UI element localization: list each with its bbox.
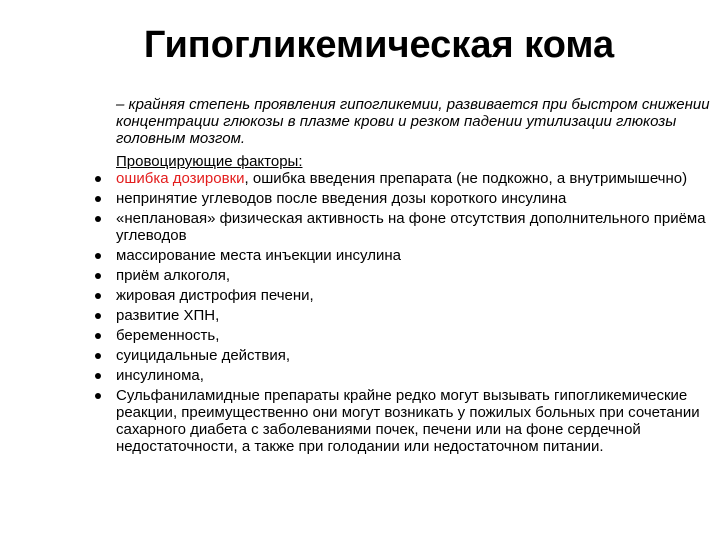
- list-item: [116, 247, 712, 264]
- list-item: [116, 327, 712, 344]
- list-item: [116, 287, 712, 304]
- list-item-text: приём алкоголя,: [116, 267, 231, 284]
- bullet-dot-icon: [95, 313, 101, 319]
- list-item-text: беременность,: [116, 327, 220, 344]
- bullet-dot-icon: [95, 293, 101, 299]
- list-item: [116, 347, 712, 364]
- bullet-dot-icon: [95, 216, 101, 222]
- highlight-text: ошибка дозировки: [116, 170, 245, 187]
- slide-content: [116, 96, 712, 458]
- list-item-text: , ошибка введения препарата (не подкожно, а внутримышечно): [244, 170, 688, 187]
- bullet-dot-icon: [95, 333, 101, 339]
- bullet-dot-icon: [95, 273, 101, 279]
- bullet-dot-icon: [95, 196, 101, 202]
- bullet-dot-icon: [95, 393, 101, 399]
- list-item: [116, 387, 712, 455]
- list-item-text: развитие ХПН,: [116, 307, 220, 324]
- list-item: [116, 190, 712, 207]
- list-item: [116, 170, 712, 187]
- bullet-dot-icon: [95, 353, 101, 359]
- bullet-dot-icon: [95, 176, 101, 182]
- slide-title: Гипогликемическая кома: [143, 24, 615, 66]
- list-item-text: жировая дистрофия печени,: [116, 287, 314, 304]
- factors-list: [116, 170, 712, 455]
- bullet-dot-icon: [95, 373, 101, 379]
- list-item-text: «неплановая» физическая активность на фоне отсутствия дополнительного приёма углеводов: [116, 210, 706, 244]
- list-item-text: непринятие углеводов после введения дозы короткого инсулина: [116, 190, 567, 207]
- factors-heading: Провоцирующие факторы:: [116, 153, 303, 170]
- list-item-text: суицидальные действия,: [116, 347, 291, 364]
- bullet-dot-icon: [95, 253, 101, 259]
- list-item-text: массирование места инъекции инсулина: [116, 247, 401, 264]
- list-item: [116, 267, 712, 284]
- list-item: [116, 210, 712, 244]
- definition-text: – крайняя степень проявления гипогликемии, развивается при быстром снижении концентрации глюкозы в плазме крови и резком падении утилизации глюкозы головным мозгом.: [116, 96, 710, 147]
- list-item: [116, 307, 712, 324]
- list-item-text: Сульфаниламидные препараты крайне редко могут вызывать гипогликемические реакции, преимущественно они могут возникать у пожилых больных при сочетании сахарного диабета с заболеваниями почек, печени или на фоне сердечной недостаточности, а также при голодании или недостаточном питании.: [116, 387, 700, 455]
- list-item: [116, 367, 712, 384]
- list-item-text: инсулинома,: [116, 367, 204, 384]
